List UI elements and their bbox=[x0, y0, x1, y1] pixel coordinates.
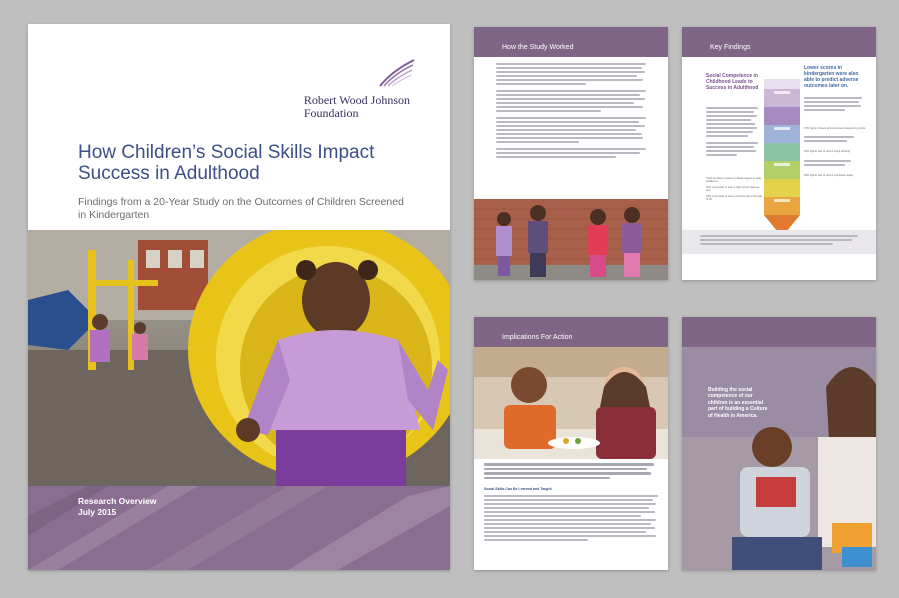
page-header bbox=[682, 317, 876, 347]
children-against-brick-wall-photo bbox=[474, 199, 668, 280]
report-cover-page bbox=[28, 24, 450, 570]
key-findings-page-thumbnail bbox=[682, 27, 876, 280]
page-header bbox=[474, 317, 668, 347]
right-bullet-list bbox=[804, 127, 866, 177]
logo-line-1: Robert Wood Johnson bbox=[303, 93, 410, 107]
body-text-block bbox=[496, 63, 646, 160]
left-bullet-list bbox=[706, 177, 762, 201]
page-header-title: Key Findings bbox=[710, 44, 751, 51]
colored-pencil-infographic bbox=[762, 79, 802, 239]
page-header bbox=[682, 27, 876, 57]
right-column-heading: Lower scores in kindergarten were also able to predict adverse outcomes later on. bbox=[804, 65, 859, 89]
study-page-thumbnail bbox=[474, 27, 668, 280]
publication-date: July 2015 bbox=[78, 507, 117, 517]
implications-quote-block bbox=[484, 463, 654, 481]
findings-summary-box bbox=[682, 230, 876, 254]
finding-bullet: Twice as likely to attain a college degree in early adulthood bbox=[706, 177, 762, 184]
right-body-text bbox=[804, 97, 862, 113]
adverse-outcome-bullet: 82% higher rate of recent marijuana usage bbox=[804, 173, 854, 177]
page-header bbox=[474, 27, 668, 57]
left-body-text bbox=[706, 107, 758, 158]
rwjf-logo bbox=[303, 66, 410, 120]
cover-photo-child-in-play-tunnel bbox=[28, 230, 450, 486]
cover-footer-band bbox=[28, 486, 450, 570]
implications-page-thumbnail bbox=[474, 317, 668, 570]
finding-bullet: 54% more likely to earn a high school diploma; and bbox=[706, 185, 760, 193]
teacher-and-child-classroom-photo bbox=[474, 347, 668, 459]
cover-title: How Children’s Social Skills Impact Success in Adulthood bbox=[78, 142, 375, 184]
parent-reading-with-child-photo bbox=[682, 347, 876, 570]
cover-subtitle: Findings from a 20-Year Study on the Outcomes of Children Screened in Kindergarten bbox=[78, 196, 404, 221]
left-column-heading: Social Competence in Childhood Leads to Success in Adulthood bbox=[706, 73, 759, 91]
body-text-block bbox=[484, 495, 658, 543]
culture-of-health-quote: Building the social competence of our children is an essential part of building a Culture of Health in America. bbox=[708, 387, 768, 419]
section-subheading: Social Skills Can Be Learned and Taught bbox=[484, 487, 552, 491]
logo-line-2: Foundation bbox=[303, 106, 359, 120]
culture-of-health-page-thumbnail bbox=[682, 317, 876, 570]
flame-logo-icon bbox=[376, 58, 416, 88]
adverse-outcome-bullet: 67% higher chance of having been detained by police bbox=[804, 127, 866, 130]
finding-bullet: 46% more likely to have a full-time job at the age of 25. bbox=[706, 194, 762, 202]
page-header-title: How the Study Worked bbox=[502, 44, 574, 51]
page-header-title: Implications For Action bbox=[502, 334, 573, 341]
research-overview-label: Research Overview bbox=[78, 496, 157, 506]
adverse-outcome-bullet: 52% higher rate of recent binge drinking bbox=[804, 150, 850, 154]
